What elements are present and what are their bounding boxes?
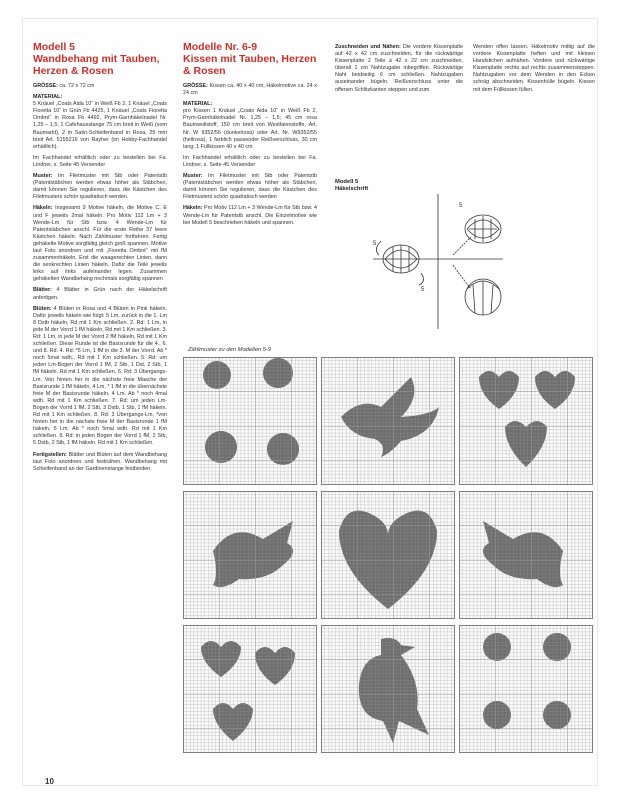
model-6-9-title: Modelle Nr. 6-9 Kissen mit Tauben, Herzen & Rosen bbox=[183, 41, 317, 77]
filet-chart-grid bbox=[183, 357, 595, 757]
chart-roses bbox=[183, 357, 317, 485]
page-number: 10 bbox=[45, 777, 54, 786]
crochet-section: Häkeln: Pro Motiv 112 Lm + 3 Wende-Lm für Stb bzw. 4 Wende-Lm für Patentstb anschl. Die Einzelmotive wie bei Modell 5 beschrieben häkeln und spannen. bbox=[183, 205, 317, 226]
diagram-number: 5 bbox=[373, 241, 377, 247]
supplier-note: Im Fachhandel erhältlich oder zu bestellen bei Fa. Lindner, s. Seite 45 Versender bbox=[183, 154, 317, 168]
chart-roses-2 bbox=[459, 625, 593, 753]
crochet-section: Häkeln: Insgesamt 9 Motive häkeln, die Motive C, E und F jeweils 2mal häkeln. Pro Motiv 112 Lm + 3 Wende-Lm für Stb bzw. 4 Wende-Lm für Patentstäbchen anschl. Für die erste Reihe 37 leere Kästchen häkeln. Nach Zählmuster fortfahren. Fertig gehäkelte Motive sorgfältig gleich groß spannen. Motive laut Foto anordnen und mit „Fioretta Ombré“ mit fM zusammenhäkeln. Erst die waagerechten Linien, dann die senkrechten Linien häkeln. Dafür die Teile jeweils links auf links aufeinander legen. Zusammen gehäkelten Wandbehang nochmals sorgfältig spannen bbox=[33, 205, 167, 283]
chart-checker-hearts bbox=[183, 625, 317, 753]
diagram-number: 5 bbox=[421, 287, 425, 293]
magazine-page bbox=[22, 18, 598, 786]
chart-caption: Zählmuster zu den Modellen 5-9 bbox=[188, 347, 272, 353]
chart-bird-left bbox=[183, 491, 317, 619]
sewing-section-cont: Wenden offen lassen. Häkelmotiv mittig auf die vordere Kissenplatte heften und mit kleinen Handstichen aufnähen. Vordere und rückwärtige Kissenplatte rechts auf rechts zusammensteppen. Nahtzugaben vor dem Wenden in den Ecken schräg abschneiden. Kissenhülle bügeln. Kissen mit dem Füllkissen füllen. bbox=[473, 44, 595, 93]
chart-hearts bbox=[459, 357, 593, 485]
sewing-section: Zuschneiden und Nähen: Die vordere Kissenplatte auf 42 x 42 cm zuschneiden, für die rückwärtige Kissenplatte 2 Teile à 42 x 22 cm zuschneiden, überall 1 cm Nahtzugabe inbegriffen. Rückwärtige Naht beidseitig 6 cm schließen. Nahtzugaben auseinander bügeln. Reißverschluss unter die offenen Schlitzkanten steppen und zum bbox=[335, 44, 464, 93]
material-section: MATERIAL: pro Kissen 1 Knäuel „Coats Aida 10“ in Weiß Fb 2, Prym-Garnhäkelnadel Nr. 1,25 – 1,5; 45 cm rosa Baumwollstoff, 150 cm breit von Westfalenstoffe, Art. Nr. W 9352/56 (dunkelrosa) oder Art. Nr. W9352/55 (hellrosa), 1 farblich passender Reißverschluss, 30 cm lang, 1 Füllkissen 40 x 40 cm bbox=[183, 101, 317, 150]
size-line: GRÖSSE: ca. 72 x 72 cm bbox=[33, 83, 95, 89]
finishing-section: Fertigstellen: Blätter und Blüten auf dem Wandbehang laut Foto anordnen und festnähen. Wandbehang mit Schleifenband an der Gardinenstange festbinden. bbox=[33, 451, 167, 472]
material-section: MATERIAL: 5 Knäuel „Coats Aida 10“ in Weiß Fb 2, 1 Knäuel „Coats Fioretta 10“ in Grün Fb 4425, 1 Knäuel „Coats Fioretta Ombré“ in Rosa Fb 4492, Prym-Garnhäkelnadel Nr. 1,25 – 1,5; 1 Cafehausstange 75 cm breit in Weiß (vom Baumarkt), 2 m Satin-Schleifenband in Rosa, 25 mm breit Art. 5155216 von Rayher (im Hobby-Fachhandel erhältlich). bbox=[33, 94, 167, 150]
chart-dove bbox=[321, 357, 455, 485]
leaves-section: Blätter: 4 Blätter in Grün nach der Häkelschrift anfertigen. bbox=[33, 287, 167, 301]
sewing-column-b bbox=[473, 44, 595, 98]
supplier-note: Im Fachhandel erhältlich oder zu bestellen bei Fa. Lindner, s. Seite 45 Versender bbox=[33, 154, 167, 168]
flowers-section: Blüten: 4 Blüten in Rosa und 4 Blüten in Pink häkeln. Dafür jeweils häkeln wie folgt: 5 Lm, zurück in die 1. Lm 8 Dstb häkeln, Rd mit 1 Km schließen. 2. Rd: 1 Lm, in jede M der Vorrd 1 fM häkeln, Rd mit 1 Km schließen. 3. Rd: 1 Lm, in jede M der Vorrd 2 fM häkeln, Rd mit 1 Km schließen. Diese Runde ist die Basisrunde für die 4., 6. und 8. Rd. 4. Rd: *5 Lm, 1 fM in die 3. M der Vorrd. Ab * noch 5mal wdh., Rd mit 1 Km schließen. 5. Rd: um jeden Lm-Bogen der Vorrd 1 fM, 2 Stb, 1 Dst, 2 Stb, 1 fM häkeln. Rd mit 1 Km schließen. 6. Rd: 3 Übergangs-Lm. Von hinten her in die nächste freie Masche der Basisrunde 1 fM häkeln, 4 Lm, * 1 fM in die übernächste freie M der Basisrunde häkeln, 4 Lm. Ab * noch 4mal wdh. Rd mit 1 Km schließen. 7. Rd: um jeden Lm-Bogen der Vorrd 1 fM, 2 Stb, 3 Dstb, 1 Stb, 1 fM häkeln. Rd mit 1 Km schließen. 8. Rd: 3 Übergangs-Lm, *von hinten her in die nächste freie M der Basisrunde 1 fM häkeln, 5 Lm. Ab * noch 5mal wdh. Rd mit 1 Km schließen. 9. Rd: in jeden Bogen der Vorrd 1 fM, 2 Stb, 5 Dstb, 2 Stb, 1 fM häkeln. Rd mit 1 Km schließen. bbox=[33, 305, 167, 447]
model-5-title: Modell 5 Wandbehang mit Tauben, Herzen & Rosen bbox=[33, 41, 160, 77]
chart-standing-dove bbox=[321, 625, 455, 753]
left-column bbox=[33, 41, 167, 477]
chart-bird-right bbox=[459, 491, 593, 619]
crochet-leaf-diagram bbox=[363, 189, 513, 339]
middle-column bbox=[183, 41, 317, 231]
size-line: GRÖSSE: Kissen ca. 40 x 40 cm, Häkelmotive ca. 24 x 24 cm bbox=[183, 83, 317, 97]
diagram-title: Modell 5 Häkelschrift bbox=[335, 179, 369, 192]
sewing-column-a bbox=[335, 44, 463, 98]
pattern-section: Muster: Im Filetmuster mit Stb oder Patentstb (Patentstäbchen werden etwas höher als Stäbchen, damit können Sie regulieren, dass die Kästchen des Filetmusters schön quadratisch werden. bbox=[33, 173, 167, 201]
diagram-number: 5 bbox=[459, 203, 463, 209]
pattern-section: Muster: Im Filetmuster mit Stb oder Patentstb (Patentstäbchen werden etwas höher als Stäbchen, damit können Sie regulieren, dass die Kästchen des Filetmusters schön quadratisch werden bbox=[183, 173, 317, 201]
chart-heart-rose bbox=[321, 491, 455, 619]
